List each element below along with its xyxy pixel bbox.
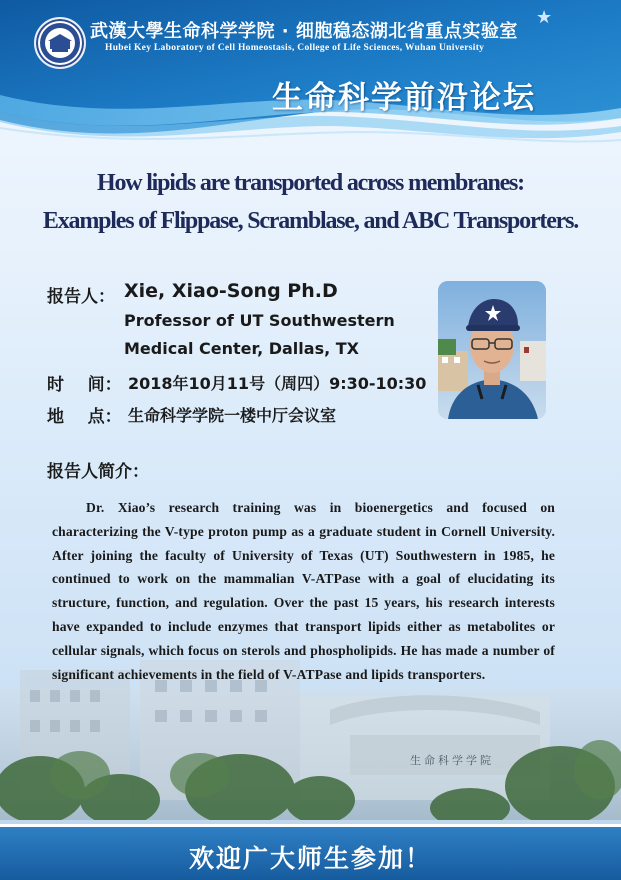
footer-welcome-text: 欢迎广大师生参加！ bbox=[188, 844, 432, 873]
time-label: 时 间： bbox=[47, 375, 122, 395]
speaker-position-line-1: Professor of UT Southwestern bbox=[124, 311, 395, 330]
speaker-position-line-2: Medical Center, Dallas, TX bbox=[124, 339, 359, 358]
speaker-label: 报告人： bbox=[47, 287, 115, 307]
university-subtitle: Hubei Key Laboratory of Cell Homeostasis, College of Life Sciences, Wuhan University bbox=[105, 43, 485, 53]
header-banner bbox=[0, 0, 621, 150]
talk-title-line-2: Examples of Flippase, Scramblase, and ABC Transporters. bbox=[42, 208, 579, 234]
time-value: 2018年10月11号（周四）9:30-10:30 bbox=[128, 374, 427, 393]
bio-heading: 报告人简介： bbox=[47, 462, 149, 482]
place-label: 地 点： bbox=[47, 407, 122, 427]
building-sign: 生命科学学院 bbox=[410, 754, 494, 767]
footer-banner bbox=[0, 824, 621, 880]
speaker-photo bbox=[438, 281, 546, 419]
talk-title-line-1: How lipids are transported across membranes: bbox=[97, 170, 524, 196]
speaker-name: Xie, Xiao-Song Ph.D bbox=[124, 280, 338, 302]
university-logo-icon bbox=[36, 19, 84, 67]
speaker-portrait-image bbox=[438, 281, 546, 419]
forum-title: 生命科学前沿论坛 bbox=[272, 80, 536, 116]
bio-text: Dr. Xiao’s research training was in bioenergetics and focused on characterizing the V-type proton pump as a graduate student in Cornell University. After joining the faculty of University of Texas (UT) Southwestern in 1985, he continued to work on the mammalian V-ATPase with a goal of elucidating its structure, function, and regulation. Over the past 15 years, his research interests have expanded to include enzymes that transport lipids either as metabolites or cellular signals, which focus on sterols and phospholipids. He has made a number of significant achievements in the field of V-ATPase and lipids transporters. bbox=[52, 500, 555, 682]
star-icon: ★ bbox=[536, 7, 553, 27]
place-value: 生命科学学院一楼中厅会议室 bbox=[128, 406, 337, 425]
university-logo bbox=[34, 17, 86, 69]
university-title: 武漢大學生命科学学院 · 细胞稳态湖北省重点实验室 bbox=[90, 21, 518, 42]
